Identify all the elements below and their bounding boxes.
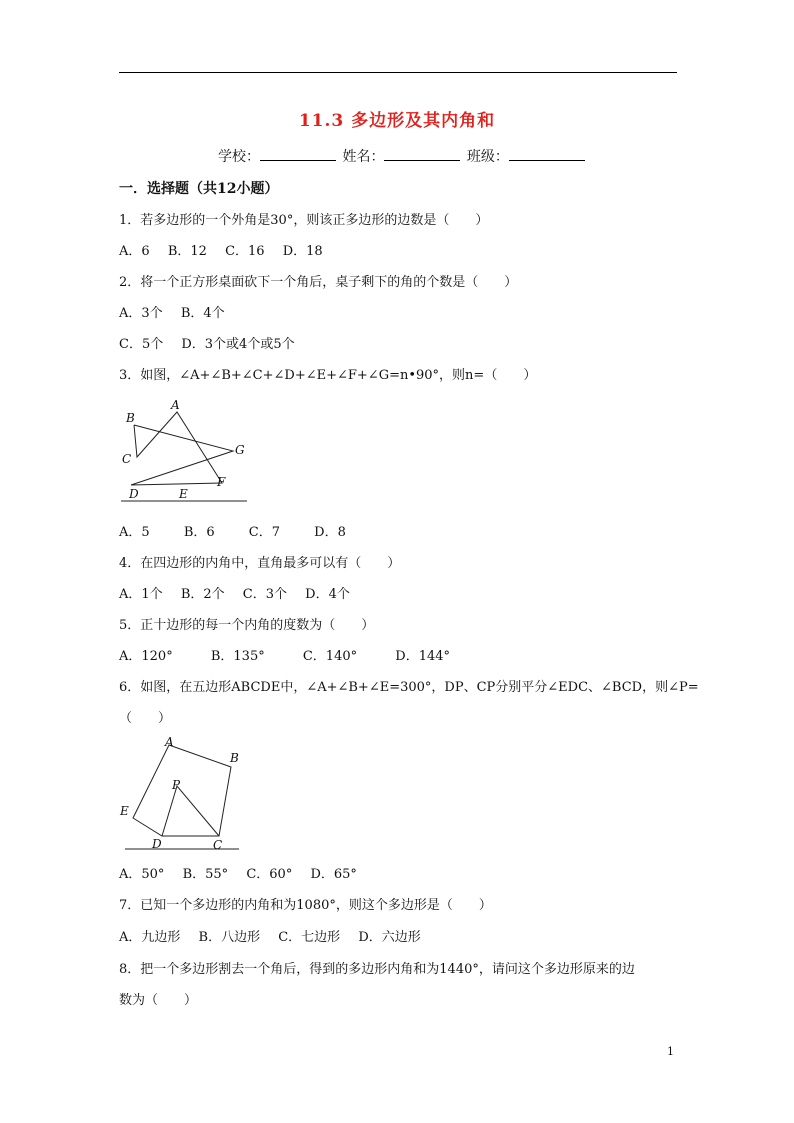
class-blank[interactable] bbox=[509, 148, 585, 161]
header-rule bbox=[119, 72, 677, 73]
q6-pentagon-figure bbox=[115, 734, 245, 854]
q6-option-d[interactable]: D．65° bbox=[310, 867, 357, 882]
question-2-options-row1 bbox=[119, 302, 239, 321]
question-7-stem: 7．已知一个多边形的内角和为1080°，则这个多边形是（ ） bbox=[119, 898, 492, 913]
q6-label-a: A bbox=[165, 735, 174, 749]
question-6-options bbox=[119, 863, 371, 882]
q3-label-d: D bbox=[129, 487, 139, 501]
q4-option-c[interactable]: C．3个 bbox=[242, 587, 287, 602]
question-8-stem-cont: 数为（ ） bbox=[119, 993, 198, 1008]
q3-star-figure bbox=[115, 395, 255, 505]
q4-option-d[interactable]: D．4个 bbox=[305, 587, 350, 602]
q3-label-e: E bbox=[179, 487, 188, 501]
q4-option-a[interactable]: A．1个 bbox=[119, 587, 163, 602]
school-label: 学校： bbox=[218, 149, 260, 165]
question-4-stem: 4．在四边形的内角中，直角最多可以有（ ） bbox=[119, 556, 401, 571]
q2-option-c[interactable]: C．5个 bbox=[119, 337, 164, 352]
q6-label-d: D bbox=[152, 837, 162, 851]
question-2-stem: 2．将一个正方形桌面砍下一个角后，桌子剩下的角的个数是（ ） bbox=[119, 275, 518, 290]
q3-label-b: B bbox=[126, 411, 135, 425]
q7-option-d[interactable]: D．六边形 bbox=[358, 930, 421, 945]
q1-option-b[interactable]: B．12 bbox=[167, 244, 207, 259]
q3-label-c: C bbox=[122, 452, 132, 466]
q7-option-a[interactable]: A．九边形 bbox=[119, 930, 181, 945]
question-1-stem: 1．若多边形的一个外角是30°，则该正多边形的边数是（ ） bbox=[119, 213, 489, 228]
question-3-stem: 3．如图，∠A+∠B+∠C+∠D+∠E+∠F+∠G=n•90°，则n=（ ） bbox=[119, 368, 537, 383]
question-3-options bbox=[119, 521, 376, 540]
school-blank[interactable] bbox=[260, 148, 336, 161]
question-5-options bbox=[119, 645, 484, 664]
q6-option-a[interactable]: A．50° bbox=[119, 867, 165, 882]
q7-option-b[interactable]: B．八边形 bbox=[198, 930, 261, 945]
q6-label-c: C bbox=[213, 838, 223, 852]
student-info-line bbox=[218, 146, 587, 166]
q5-option-c[interactable]: C．140° bbox=[302, 649, 358, 664]
section-heading: 一．选择题（共12小题） bbox=[119, 181, 279, 197]
q1-option-d[interactable]: D．18 bbox=[282, 244, 323, 259]
q3-label-a: A bbox=[171, 398, 180, 412]
q3-option-a[interactable]: A．5 bbox=[119, 525, 150, 540]
q3-label-g: G bbox=[235, 443, 245, 457]
q6-label-p: P bbox=[172, 778, 181, 792]
question-8-stem: 8．把一个多边形割去一个角后，得到的多边形内角和为1440°，请问这个多边形原来的边 bbox=[119, 962, 635, 977]
q2-option-a[interactable]: A．3个 bbox=[119, 306, 163, 321]
q4-option-b[interactable]: B．2个 bbox=[180, 587, 225, 602]
q1-option-a[interactable]: A．6 bbox=[119, 244, 150, 259]
q7-option-c[interactable]: C．七边形 bbox=[278, 930, 341, 945]
q3-option-b[interactable]: B．6 bbox=[183, 525, 215, 540]
page-number: 1 bbox=[667, 1045, 674, 1058]
page-title: 11.3 多边形及其内角和 bbox=[298, 111, 496, 131]
name-blank[interactable] bbox=[384, 148, 460, 161]
question-5-stem: 5．正十边形的每一个内角的度数为（ ） bbox=[119, 618, 375, 633]
q2-option-d[interactable]: D．3个或4个或5个 bbox=[181, 337, 295, 352]
q3-option-c[interactable]: C．7 bbox=[248, 525, 280, 540]
q5-option-a[interactable]: A．120° bbox=[119, 649, 173, 664]
q5-option-b[interactable]: B．135° bbox=[210, 649, 265, 664]
q3-label-f: F bbox=[217, 475, 226, 489]
question-2-options-row2 bbox=[119, 333, 309, 352]
question-6-stem: 6．如图，在五边形ABCDE中，∠A+∠B+∠E=300°，DP、CP分别平分∠EDC、∠BCD，则∠P= bbox=[119, 680, 699, 695]
q3-option-d[interactable]: D．8 bbox=[314, 525, 346, 540]
q6-label-e: E bbox=[120, 804, 129, 818]
q2-option-b[interactable]: B．4个 bbox=[180, 306, 225, 321]
q1-option-c[interactable]: C．16 bbox=[225, 244, 265, 259]
name-label: 姓名： bbox=[342, 149, 385, 165]
q5-option-d[interactable]: D．144° bbox=[395, 649, 451, 664]
q6-option-c[interactable]: C．60° bbox=[246, 867, 293, 882]
q6-label-b: B bbox=[230, 751, 239, 765]
question-4-options bbox=[119, 583, 364, 602]
question-7-options bbox=[119, 926, 435, 945]
class-label: 班级： bbox=[466, 149, 509, 165]
question-6-stem-cont: （ ） bbox=[119, 711, 172, 726]
q6-option-b[interactable]: B．55° bbox=[182, 867, 229, 882]
question-1-options bbox=[119, 240, 337, 259]
